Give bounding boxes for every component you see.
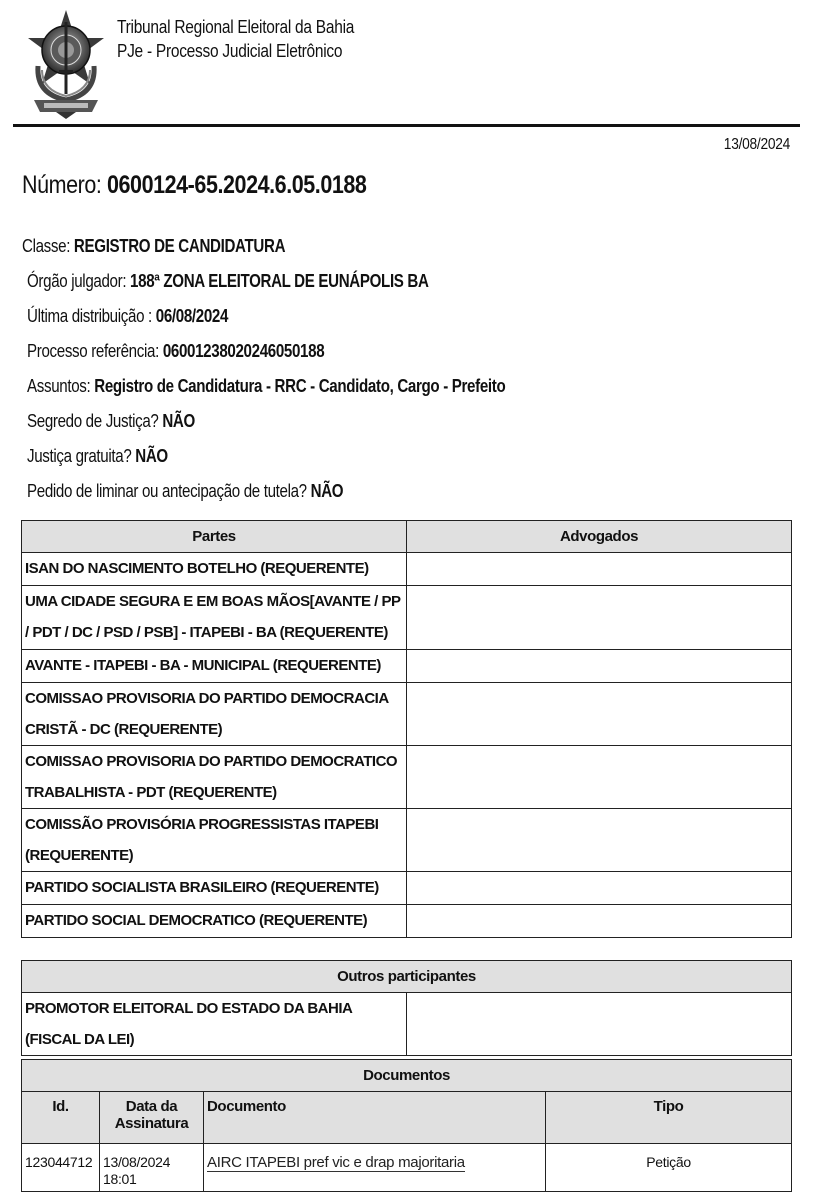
advogado-cell: [407, 553, 792, 586]
parte-name: PARTIDO SOCIALISTA BRASILEIRO (REQUERENTE): [22, 872, 407, 905]
doc-tipo: Petição: [546, 1144, 792, 1192]
outros-participantes-table: [21, 960, 792, 1056]
table-row: [22, 993, 792, 1056]
col-documento: Documento: [204, 1092, 546, 1144]
doc-id: 123044712: [22, 1144, 100, 1192]
field-assuntos: Assuntos: Registro de Candidatura - RRC - Candidato, Cargo - Prefeito: [27, 376, 506, 396]
table-row: [22, 650, 792, 683]
field-pedido-liminar: Pedido de liminar ou antecipação de tutela? NÃO: [27, 481, 344, 501]
advogados-header: Advogados: [407, 521, 792, 553]
outros-participantes-header: Outros participantes: [22, 961, 792, 993]
partes-header: Partes: [22, 521, 407, 553]
parte-name: COMISSAO PROVISORIA DO PARTIDO DEMOCRACIA CRISTÃ - DC (REQUERENTE): [22, 683, 407, 746]
col-tipo: Tipo: [546, 1092, 792, 1144]
field-ultima-distribuicao: Última distribuição : 06/08/2024: [27, 306, 229, 326]
advogado-cell: [407, 905, 792, 938]
court-name: Tribunal Regional Eleitoral da Bahia: [117, 17, 355, 37]
print-date: 13/08/2024: [723, 136, 790, 153]
parte-name: COMISSÃO PROVISÓRIA PROGRESSISTAS ITAPEBI (REQUERENTE): [22, 809, 407, 872]
process-number: [22, 171, 423, 200]
participante-name: PROMOTOR ELEITORAL DO ESTADO DA BAHIA (FISCAL DA LEI): [22, 993, 407, 1056]
system-name: PJe - Processo Judicial Eletrônico: [117, 41, 343, 61]
documentos-header: Documentos: [22, 1060, 792, 1092]
field-justica-gratuita: Justiça gratuita? NÃO: [27, 446, 168, 466]
header-divider: [13, 124, 800, 127]
brazil-coat-of-arms-icon: [26, 8, 106, 120]
parte-name: PARTIDO SOCIAL DEMOCRATICO (REQUERENTE): [22, 905, 407, 938]
partes-table: [21, 520, 792, 938]
advogado-cell: [407, 683, 792, 746]
parte-name: AVANTE - ITAPEBI - BA - MUNICIPAL (REQUERENTE): [22, 650, 407, 683]
advogado-cell: [407, 872, 792, 905]
doc-date: 13/08/2024 18:01: [100, 1144, 204, 1192]
process-number-value: 0600124-65.2024.6.05.0188: [106, 171, 367, 199]
parte-name: UMA CIDADE SEGURA E EM BOAS MÃOS[AVANTE / PP / PDT / DC / PSD / PSB] - ITAPEBI - BA (REQUERENTE): [22, 586, 407, 650]
table-row: [22, 683, 792, 746]
table-row: [22, 1144, 792, 1192]
field-processo-referencia: Processo referência: 06001238020246050188: [27, 341, 325, 361]
parte-name: COMISSAO PROVISORIA DO PARTIDO DEMOCRATICO TRABALHISTA - PDT (REQUERENTE): [22, 746, 407, 809]
field-segredo-justica: Segredo de Justiça? NÃO: [27, 411, 195, 431]
table-row: [22, 809, 792, 872]
documentos-table: [21, 1059, 792, 1192]
field-classe: Classe: REGISTRO DE CANDIDATURA: [22, 236, 286, 256]
doc-name-cell: [204, 1144, 546, 1192]
process-number-label: Número:: [22, 171, 102, 199]
field-orgao-julgador: Órgão julgador: 188ª ZONA ELEITORAL DE EUNÁPOLIS BA: [27, 271, 429, 291]
advogado-cell: [407, 586, 792, 650]
doc-link[interactable]: AIRC ITAPEBI pref vic e drap majoritaria: [207, 1154, 465, 1171]
table-row: [22, 872, 792, 905]
advogado-cell: [407, 809, 792, 872]
table-row: [22, 746, 792, 809]
parte-name: ISAN DO NASCIMENTO BOTELHO (REQUERENTE): [22, 553, 407, 586]
table-row: [22, 553, 792, 586]
documentos-columns-row: [22, 1092, 792, 1144]
table-row: [22, 586, 792, 650]
advogado-cell: [407, 650, 792, 683]
advogado-cell: [407, 746, 792, 809]
partes-header-row: [22, 521, 792, 553]
col-id: Id.: [22, 1092, 100, 1144]
participante-extra: [407, 993, 792, 1056]
col-data-assinatura: Data da Assinatura: [100, 1092, 204, 1144]
table-row: [22, 905, 792, 938]
